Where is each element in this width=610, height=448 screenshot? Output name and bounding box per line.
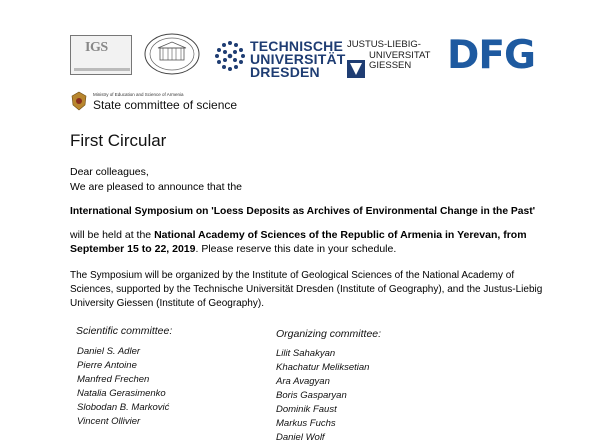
scientific-member: Daniel S. Adler [77,346,141,357]
jlu-logo-line-1: JUSTUS-LIEBIG- [347,39,421,50]
tud-line-2: UNIVERSITÄT [250,51,346,67]
jlu-logo-text [369,51,430,70]
state-committee-name: State committee of science [93,98,238,112]
organizing-member: Dominik Faust [276,404,337,415]
organizing-member: Boris Gasparyan [276,390,347,401]
organizing-member: Markus Fuchs [276,418,336,429]
igs-logo-bar [74,68,130,71]
tud-line-1: TECHNISCHE [250,38,344,54]
held-line-1 [70,229,527,241]
jlu-line-3: GIESSEN [369,59,412,71]
held-dates: September 15 to 22, 2019 [70,243,196,255]
greeting: Dear colleagues, [70,166,149,178]
tu-dresden-emblem-icon [214,40,246,72]
scientific-member: Pierre Antoine [77,360,137,371]
organized-line-3: University Giessen (Institute of Geography). [70,298,264,309]
organizing-committee-title: Organizing committee: [276,328,382,340]
intro-line: We are pleased to announce that the [70,181,243,193]
jlu-line-2: UNIVERSITAT [369,50,431,61]
scientific-member: Manfred Frechen [77,374,150,385]
scientific-committee-title: Scientific committee: [76,325,173,337]
organizing-member: Khachatur Meliksetian [276,362,370,373]
igs-logo-text: IGS [85,40,108,55]
scientific-member: Vincent Ollivier [77,416,141,427]
page-title: First Circular [70,131,167,150]
held-suffix: . Please reserve this date in your schedule. [195,243,397,255]
dfg-logo: DFG [447,33,536,78]
held-line-2 [70,243,396,255]
organized-line-1: The Symposium will be organized by the Institute of Geological Sciences of the National Academy of [70,270,515,281]
held-prefix: will be held at the [70,229,155,241]
organizing-member: Daniel Wolf [276,432,325,443]
academy-seal-icon [143,32,201,76]
symposium-title: International Symposium on 'Loess Deposits as Archives of Environmental Change in the Past' [70,206,536,217]
igs-logo [70,35,132,75]
held-place: National Academy of Sciences of the Republic of Armenia in Yerevan, from [154,229,527,241]
tu-dresden-logo-text [250,40,346,79]
organizing-member: Lilit Sahakyan [276,348,336,359]
jlu-emblem-icon [347,60,365,78]
tud-line-3: DRESDEN [250,64,320,80]
scientific-member: Slobodan B. Marković [77,402,170,413]
scientific-member: Natalia Gerasimenko [77,388,166,399]
ministry-line: Ministry of Education and Science of Armenia [93,92,184,97]
organizing-member: Ara Avagyan [276,376,330,387]
armenia-emblem-icon [70,91,88,111]
organized-line-2: Sciences, supported by the Technische Universität Dresden (Institute of Geography), and the Justus-Liebig [70,284,543,295]
